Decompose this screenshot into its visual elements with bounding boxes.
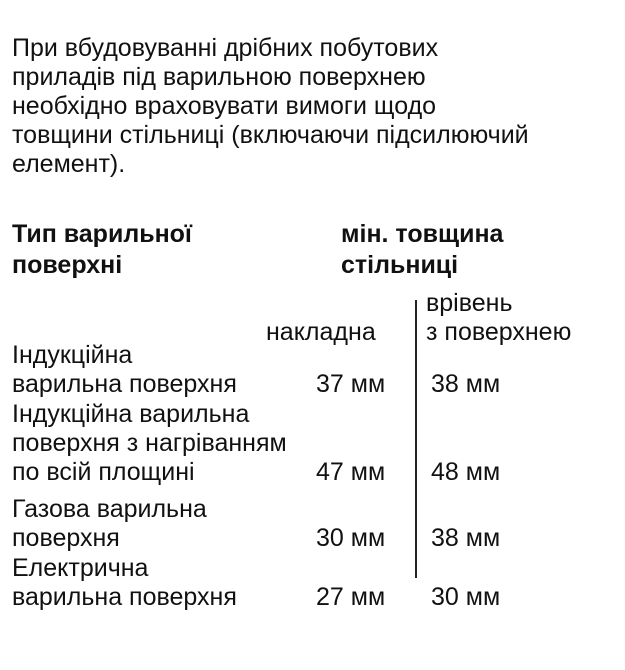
table-cell-overlay: 47 мм	[316, 458, 386, 486]
table-row-name: Електрична варильна поверхня	[12, 554, 237, 611]
table-cell-flush: 30 мм	[431, 583, 501, 611]
table-cell-overlay: 30 мм	[316, 524, 386, 552]
table-row-name: Газова варильна поверхня	[12, 495, 207, 552]
column-divider	[415, 300, 417, 578]
table-cell-flush: 38 мм	[431, 524, 501, 552]
subheader-flush: врівень з поверхнею	[426, 289, 572, 346]
table-row-name: Індукційна варильна поверхня з нагріванням по всій площині	[12, 400, 287, 486]
column-header-hob-type: Тип варильної поверхні	[12, 220, 192, 279]
table-cell-overlay: 27 мм	[316, 583, 386, 611]
intro-line: товщини стільниці (включаючи підсилюючий	[12, 121, 529, 149]
column-header-min-thickness: мін. товщина стільниці	[341, 220, 504, 279]
intro-paragraph	[12, 34, 617, 179]
intro-line: При вбудовуванні дрібних побутових	[12, 34, 439, 62]
intro-line: необхідно враховувати вимоги щодо	[12, 92, 437, 120]
table-cell-overlay: 37 мм	[316, 370, 386, 398]
intro-line: приладів під варильною поверхнею	[12, 63, 426, 91]
table-cell-flush: 48 мм	[431, 458, 501, 486]
table-row-name: Індукційна варильна поверхня	[12, 341, 237, 398]
subheader-overlay: накладна	[266, 318, 376, 346]
table-cell-flush: 38 мм	[431, 370, 501, 398]
intro-line: елемент).	[12, 150, 126, 178]
